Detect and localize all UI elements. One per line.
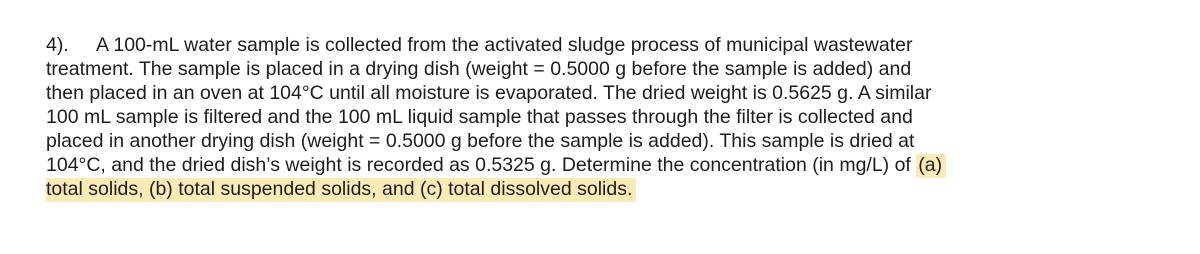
problem-text-line: 100 mL sample is filtered and the 100 mL liquid sample that passes through the filter is collected and [46,106,913,128]
problem-line-2 [46,57,1176,81]
problem-line-6 [46,153,1176,177]
problem-number: 4). [46,34,69,56]
problem-text-line: placed in another drying dish (weight = 0.5000 g before the sample is added). This sample is dried at [46,130,915,152]
problem-line-7 [46,177,1176,201]
problem-text-line: 104°C, and the dried dish’s weight is recorded as 0.5325 g. Determine the concentration (in mg/L) of [46,154,917,176]
problem-line-4 [46,105,1176,129]
problem-text-line: treatment. The sample is placed in a drying dish (weight = 0.5000 g before the sample is added) and [46,58,912,80]
problem-text-line: A 100-mL water sample is collected from the activated sludge process of municipal wastewater [96,34,913,56]
highlighted-question-text: total solids, (b) total suspended solids, and (c) total dissolved solids. [46,178,636,202]
problem-text-line: then placed in an oven at 104°C until all moisture is evaporated. The dried weight is 0.5625 g. A similar [46,82,932,104]
problem-statement [46,33,1176,201]
highlighted-question-start: (a) [916,154,946,178]
problem-line-5 [46,129,1176,153]
problem-line-3 [46,81,1176,105]
problem-line-1 [46,33,1176,57]
